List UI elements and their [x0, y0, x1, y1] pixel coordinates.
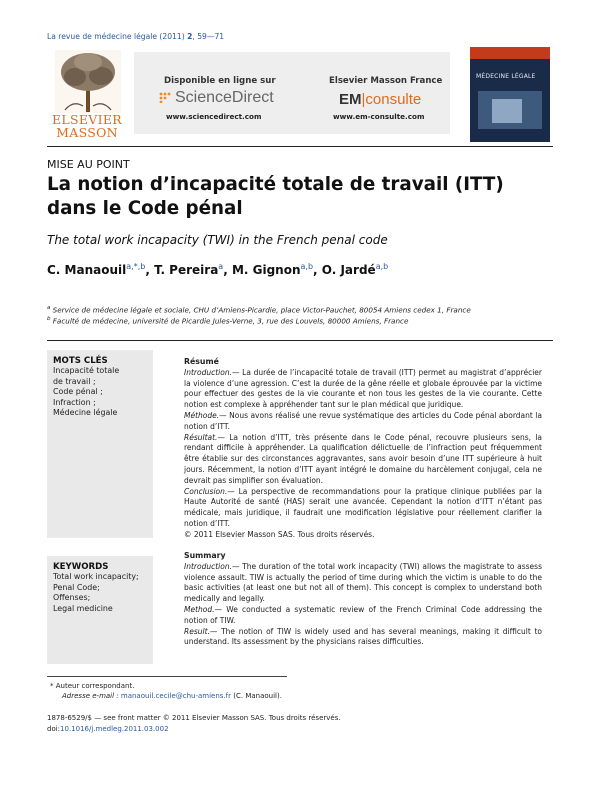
elsevier-tree-icon: [55, 50, 121, 113]
author-list: [47, 262, 388, 277]
online-text: Disponible en ligne sur: [164, 76, 276, 86]
author-name: C. Manaouil: [47, 263, 127, 277]
resume-conclusion-label: Conclusion.: [184, 486, 228, 496]
resume-intro-label: Introduction.: [184, 367, 232, 377]
corresponding-author-note: [50, 682, 134, 690]
summary-result-text: — The notion of TIW is widely used and has several meanings, making it difficult to understand. Its assessment by the physicians raises difficulties.: [184, 626, 542, 647]
abstract-top-divider: [47, 340, 553, 341]
author-separator: ,: [145, 263, 155, 277]
front-matter-copyright: © 2011 Elsevier Masson SAS. Tous droits réservés.: [162, 714, 341, 722]
author-name: M. Gignon: [231, 263, 301, 277]
affiliation-b: [47, 316, 408, 325]
summary-result: [184, 627, 542, 649]
keywords-en-box: [47, 556, 153, 664]
summary-method: [184, 605, 542, 627]
affiliation-text: Faculté de médecine, université de Picardie Jules-Verne, 3, rue des Louvels, 80000 Amiens, France: [52, 316, 409, 326]
cover-stripe: [470, 47, 550, 59]
email-label: Adresse e-mail :: [62, 692, 119, 700]
citation-prefix: La revue de médecine légale (2011): [47, 32, 188, 41]
sciencedirect-logo: [158, 89, 274, 107]
doi-label: doi:: [47, 725, 61, 733]
em-logo-left: EM: [339, 91, 362, 108]
doi-line: [47, 725, 169, 733]
sciencedirect-wordmark: ScienceDirect: [175, 89, 274, 106]
citation-pages: , 59—71: [192, 32, 225, 41]
sciencedirect-url[interactable]: www.sciencedirect.com: [166, 112, 262, 121]
cover-title: MÉDECINE LÉGALE: [476, 73, 536, 80]
keyword-item: Incapacité totale: [53, 366, 120, 375]
keywords-en-heading: KEYWORDS: [53, 562, 109, 572]
journal-citation: [47, 32, 224, 41]
cover-image-detail: [492, 99, 522, 123]
footnote-star: *: [50, 682, 54, 690]
em-logo-separator: |: [361, 91, 366, 108]
keywords-fr-heading: MOTS CLÉS: [53, 356, 108, 366]
resume-result-text: — La notion d’ITT, très présente dans le Code pénal, recouvre plusieurs sens, la rendant difficile à appréhender. La qualification délictuelle de l’infraction peut fréquemment être établie sur des circonstances aggravantes, sans avoir besoin d’une ITT supérieure à huit jours. Récemment, la notion d’ITT ayant intégré le domaine du harcèlement conjugal, cela ne devrait pas simplifier son évaluation.: [184, 432, 542, 485]
sciencedirect-icon: [158, 90, 172, 102]
keyword-item: Infraction ;: [53, 397, 96, 407]
front-matter-line: [47, 714, 341, 722]
author-name: T. Pereira: [154, 263, 219, 277]
keyword-item: Code pénal ;: [53, 387, 103, 397]
keywords-fr-box: [47, 350, 153, 538]
resume-intro-text: — La durée de l’incapacité totale de travail (ITT) permet au magistrat d’apprécier la violence d’une agression. C’est la durée de la gêne réelle et globale éprouvée par la victime pour effectuer des gestes de la vie courante et non tous les gestes de la vie courante. Cette notion est complexe à appréhender tant sur le plan médical que juridique.: [184, 367, 542, 410]
summary-intro-text: — The duration of the total work incapacity (TWI) allows the magistrate to assess violence assault. TIW is actually the period of time during which the victim is unable to do the basic activities (at least one but not all of them). This concept is complex to understand both medically and legally.: [184, 561, 542, 604]
em-consulte-url[interactable]: www.em-consulte.com: [333, 112, 425, 121]
author-affiliation-mark: a,b: [300, 262, 314, 271]
em-consulte-logo: [339, 91, 421, 108]
affiliation-mark: b: [47, 316, 51, 322]
em-publisher-name: Elsevier Masson France: [329, 76, 443, 86]
summary-result-label: Result.: [184, 626, 210, 636]
resume-conclusion: [184, 487, 542, 530]
summary-intro-label: Introduction.: [184, 561, 232, 571]
article-subtitle: The total work incapacity (TWI) in the French penal code: [47, 233, 388, 247]
summary-method-text: — We conducted a systematic review of the French Criminal Code addressing the notion of TIW.: [184, 604, 542, 625]
issn-text: 1878-6529/$ — see front matter: [47, 714, 161, 722]
author-affiliation-mark: a,*,b: [126, 262, 146, 271]
author-separator: ,: [313, 263, 322, 277]
citation-volume: 2: [187, 32, 193, 41]
affiliation-a: [47, 305, 471, 314]
author-name: O. Jardé: [321, 263, 376, 277]
affiliation-mark: a: [47, 305, 51, 311]
resume-introduction: [184, 368, 542, 411]
keyword-item: Médecine légale: [53, 408, 118, 418]
summary-section: [184, 551, 542, 648]
author-affiliation-mark: a,b: [375, 262, 389, 271]
email-link[interactable]: manaouil.cecile@chu-amiens.fr: [120, 692, 232, 700]
resume-section: [184, 357, 542, 541]
header-divider: [47, 146, 553, 147]
email-suffix: (C. Manaouil).: [231, 692, 282, 700]
journal-cover: [470, 47, 550, 142]
affiliation-text: Service de médecine légale et sociale, CHU d’Amiens-Picardie, place Victor-Pauchet, 80054 Amiens cedex 1, France: [52, 305, 471, 315]
keyword-item: Offenses;: [53, 593, 91, 603]
article-title: La notion d’incapacité totale de travail (ITT) dans le Code pénal: [47, 174, 504, 219]
resume-result: [184, 433, 542, 487]
summary-method-label: Method.: [184, 604, 215, 614]
author-separator: ,: [223, 263, 232, 277]
resume-conclusion-text: — La perspective de recommandations pour la pratique clinique publiées par la Haute Autorité de santé (HAS) serait une avancée. Cependant la notion d’ITT n’étant pas médicale, mais juridique, il faudrait une modification législative pour réellement clarifier la notion d’ITT.: [184, 486, 542, 528]
corresponding-email-line: [62, 692, 282, 700]
resume-method: [184, 411, 542, 433]
footnote-corresponding: Auteur correspondant.: [55, 682, 135, 690]
summary-introduction: [184, 562, 542, 605]
author-affiliation-mark: a: [218, 262, 224, 271]
keyword-item: Penal Code;: [53, 582, 100, 592]
resume-copyright: © 2011 Elsevier Masson SAS. Tous droits réservés.: [184, 529, 375, 539]
resume-result-label: Résultat.: [184, 432, 218, 442]
publisher-logo-line: ELSEVIER MASSON: [51, 112, 122, 140]
keyword-item: Total work incapacity;: [53, 572, 139, 581]
summary-heading: Summary: [184, 551, 226, 560]
resume-method-label: Méthode.: [184, 410, 220, 420]
doi-link[interactable]: 10.1016/j.medleg.2011.03.002: [60, 725, 169, 733]
resume-method-text: — Nous avons réalisé une revue systématique des articles du Code pénal abordant la notion d’ITT.: [184, 410, 542, 431]
keyword-item: Legal medicine: [53, 603, 113, 613]
resume-heading: Résumé: [184, 357, 219, 366]
publisher-logo-text: [47, 113, 127, 139]
keyword-item: de travail ;: [53, 376, 96, 386]
footnote-divider: [47, 676, 287, 677]
section-label: MISE AU POINT: [47, 158, 130, 171]
em-logo-right: consulte: [365, 91, 422, 108]
